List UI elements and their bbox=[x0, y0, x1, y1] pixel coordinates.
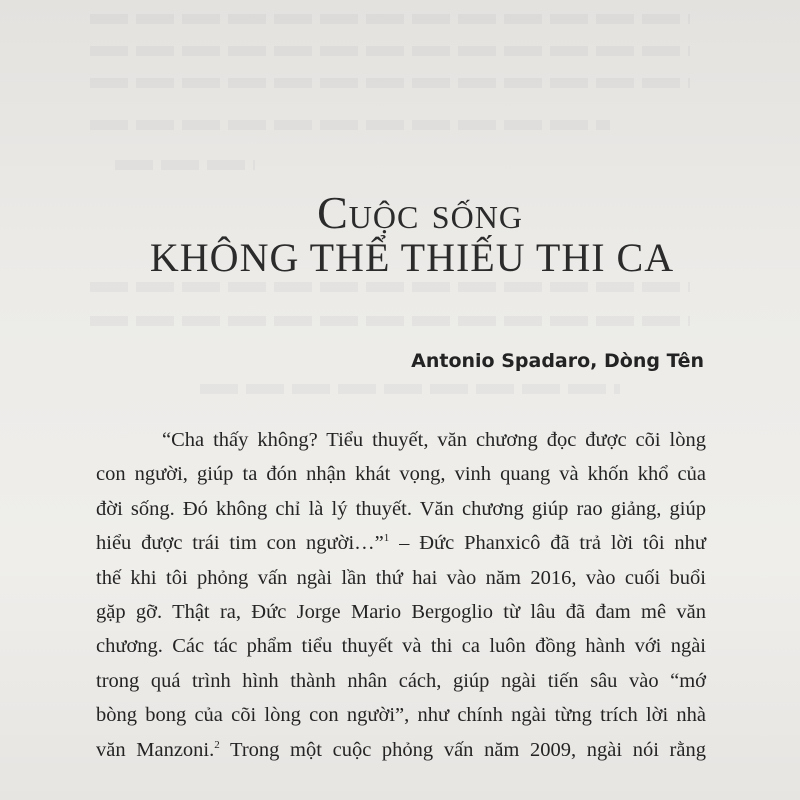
bleed-through-line bbox=[200, 384, 620, 394]
chapter-title-line-1: Cuộc sống bbox=[317, 187, 523, 238]
body-line-part: Trong một cuộc phỏng vấn năm 2009, ngài nói rằng bbox=[230, 738, 706, 761]
bleed-through-line bbox=[90, 120, 610, 130]
body-paragraph bbox=[96, 423, 706, 767]
bleed-through-line bbox=[90, 46, 690, 56]
body-line: “Cha thấy không? Tiểu thuyết, văn chương đọc được cõi lòng bbox=[162, 429, 706, 451]
body-line-part: văn Manzoni. bbox=[96, 738, 215, 761]
bleed-through-line bbox=[90, 282, 690, 292]
bleed-through-line bbox=[90, 316, 690, 326]
body-line: trong quá trình hình thành nhân cách, giúp ngài tiến sâu vào “mớ bbox=[96, 669, 706, 692]
body-line-part: – Đức Phanxicô đã trả lời tôi như bbox=[399, 532, 707, 555]
chapter-title-line-2: KHÔNG THỂ THIẾU THI CA bbox=[149, 235, 675, 280]
bleed-through-line bbox=[90, 14, 690, 24]
body-line bbox=[96, 526, 706, 560]
author-name: Antonio Spadaro, Dòng Tên bbox=[411, 350, 704, 372]
body-line: thế khi tôi phỏng vấn ngài lần thứ hai vào năm 2016, vào cuối buổi bbox=[96, 566, 706, 589]
body-line: đời sống. Đó không chỉ là lý thuyết. Văn chương giúp rao giảng, giúp bbox=[96, 497, 706, 520]
body-line: con người, giúp ta đón nhận khát vọng, vinh quang và khốn khổ của bbox=[96, 463, 706, 486]
body-line-part: hiểu được trái tim con người…” bbox=[96, 532, 384, 555]
body-line: chương. Các tác phẩm tiểu thuyết và thi ca luôn đồng hành với ngài bbox=[96, 635, 706, 658]
footnote-marker: 1 bbox=[383, 532, 390, 545]
bleed-through-line bbox=[115, 160, 255, 170]
bleed-through-line bbox=[90, 78, 690, 88]
body-line bbox=[96, 733, 706, 767]
body-line: bòng bong của cõi lòng con người”, như chính ngài từng trích lời nhà bbox=[96, 704, 706, 727]
body-line: gặp gỡ. Thật ra, Đức Jorge Mario Bergoglio từ lâu đã đam mê văn bbox=[96, 601, 706, 624]
footnote-marker: 2 bbox=[214, 738, 220, 751]
